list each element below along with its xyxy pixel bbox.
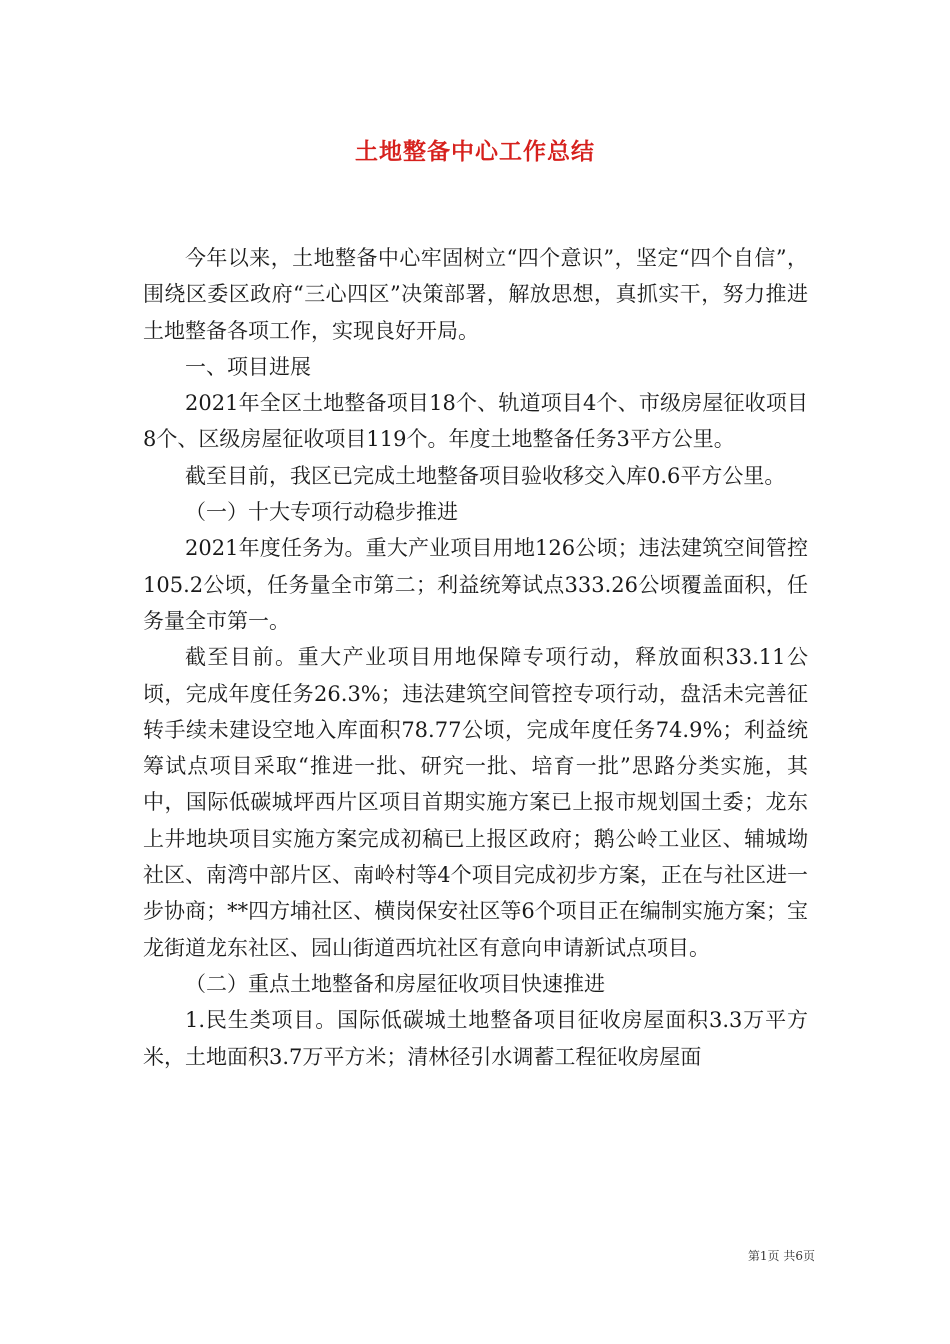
subsection-heading-special-actions: （一）十大专项行动稳步推进 [185, 500, 458, 525]
section-heading-project-progress: 一、项目进展 [185, 354, 311, 379]
subsection-heading-key-projects: （二）重点土地整备和房屋征收项目快速推进 [185, 971, 605, 996]
paragraph-intro: 今年以来，土地整备中心牢固树立“四个意识”，坚定“四个自信”，围绕区委区政府“三心四区”决策部署，解放思想，真抓实干，努力推进土地整备各项工作，实现良好开局。 [143, 246, 808, 343]
page-number: 第1页 共6页 [747, 1249, 815, 1263]
paragraph-annual-tasks: 2021年度任务为。重大产业项目用地126公顷；违法建筑空间管控105.2公顷，任务量全市第二；利益统筹试点333.26公顷覆盖面积，任务量全市第一。 [143, 536, 808, 633]
paragraph-project-counts: 2021年全区土地整备项目18个、轨道项目4个、市级房屋征收项目8个、区级房屋征收项目119个。年度土地整备任务3平方公里。 [143, 391, 808, 452]
paragraph-progress-details: 截至目前。重大产业项目用地保障专项行动，释放面积33.11公顷，完成年度任务26.3%；违法建筑空间管控专项行动，盘活未完善征转手续未建设空地入库面积78.77公顷，完成年度任务74.9%；利益统筹试点项目采取“推进一批、研究一批、培育一批”思路分类实施，其中，国际低碳城坪西片区项目首期实施方案已上报市规划国土委；龙东上井地块项目实施方案完成初稿已上报区政府；鹅公岭工业区、辅城坳社区、南湾中部片区、南岭村等4个项目完成初步方案，正在与社区进一步协商；**四方埔社区、横岗保安社区等6个项目正在编制实施方案；宝龙街道龙东社区、园山街道西坑社区有意向申请新试点项目。 [143, 645, 808, 960]
document-body [143, 240, 808, 1075]
document-title: 土地整备中心工作总结 [355, 138, 595, 165]
paragraph-completed-area: 截至目前，我区已完成土地整备项目验收移交入库0.6平方公里。 [185, 463, 786, 488]
paragraph-livelihood-projects: 1.民生类项目。国际低碳城土地整备项目征收房屋面积3.3万平方米，土地面积3.7万平方米；清林径引水调蓄工程征收房屋面 [143, 1008, 808, 1069]
